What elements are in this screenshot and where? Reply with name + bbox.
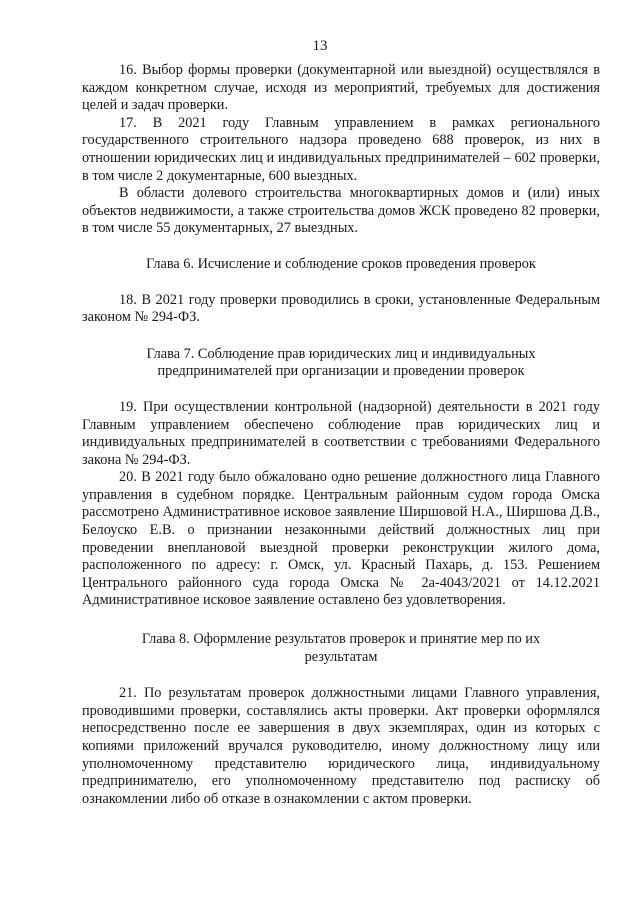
chapter-8-heading-line-2: результатам [304, 648, 378, 665]
paragraph-17: 17. В 2021 году Главным управлением в рамках регионального государственного строительного надзора проведено 688 проверок, из них в отношении юридических лиц и индивидуальных предпринимателей – 602 проверки, в том числе 2 документарные, 600 выездных. [82, 114, 600, 184]
chapter-8-heading-line-1: Глава 8. Оформление результатов проверок и принятие мер по их [141, 631, 541, 648]
paragraph-21: 21. По результатам проверок должностными лицами Главного управления, проводившими проверки, составлялись акты проверки. Акт проверки оформлялся непосредственно после ее завершения в двух экземплярах, один из которых с копиями приложений вручался руководителю, иному должностному лицу или уполномоченному представителю юридического лица, индивидуальному предпринимателю, его уполномоченному представителю под расписку об ознакомлении либо об отказе в ознакомлении с актом проверки. [82, 685, 600, 807]
paragraph-20: 20. В 2021 году было обжаловано одно решение должностного лица Главного управления в судебном порядке. Центральным районным судом города Омска рассмотрено Административное исковое заявление Ширшовой Н.А., Ширшова Д.В., Белоуско Е.В. о признании незаконными действий должностных лиц при проведении внеплановой выездной проверки реконструкции жилого дома, расположенного по адресу: г. Омск, ул. Красный Пахарь, д. 153. Решением Центрального районного суда города Омска № 2а-4043/2021 от 14.12.2021 Административное исковое заявление оставлено без удовлетворения. [82, 469, 600, 609]
page-number: 13 [312, 38, 328, 54]
chapter-7-heading-line-2: предпринимателей при организации и проведении проверок [157, 363, 525, 380]
paragraph-17-shared-construction: В области долевого строительства многоквартирных домов и (или) иных объектов недвижимости, а также строительства домов ЖСК проведено 82 проверки, в том числе 55 документарных, 27 выездных. [82, 185, 600, 237]
paragraph-18: 18. В 2021 году проверки проводились в сроки, установленные Федеральным законом № 294-ФЗ. [82, 291, 600, 326]
document-body [82, 62, 600, 808]
chapter-6-heading: Глава 6. Исчисление и соблюдение сроков проведения проверок [146, 255, 536, 272]
paragraph-19: 19. При осуществлении контрольной (надзорной) деятельности в 2021 году Главным управлением обеспечено соблюдение прав юридических лиц и индивидуальных предпринимателей в соответствии с требованиями Федерального закона № 294-ФЗ. [82, 398, 600, 468]
chapter-7-heading-line-1: Глава 7. Соблюдение прав юридических лиц и индивидуальных [146, 345, 536, 362]
chapter-8-heading [82, 631, 600, 666]
chapter-7-heading [82, 346, 600, 381]
paragraph-16: 16. Выбор формы проверки (документарной или выездной) осуществлялся в каждом конкретном случае, исходя из мероприятий, требуемых для достижения целей и задач проверки. [82, 62, 600, 114]
